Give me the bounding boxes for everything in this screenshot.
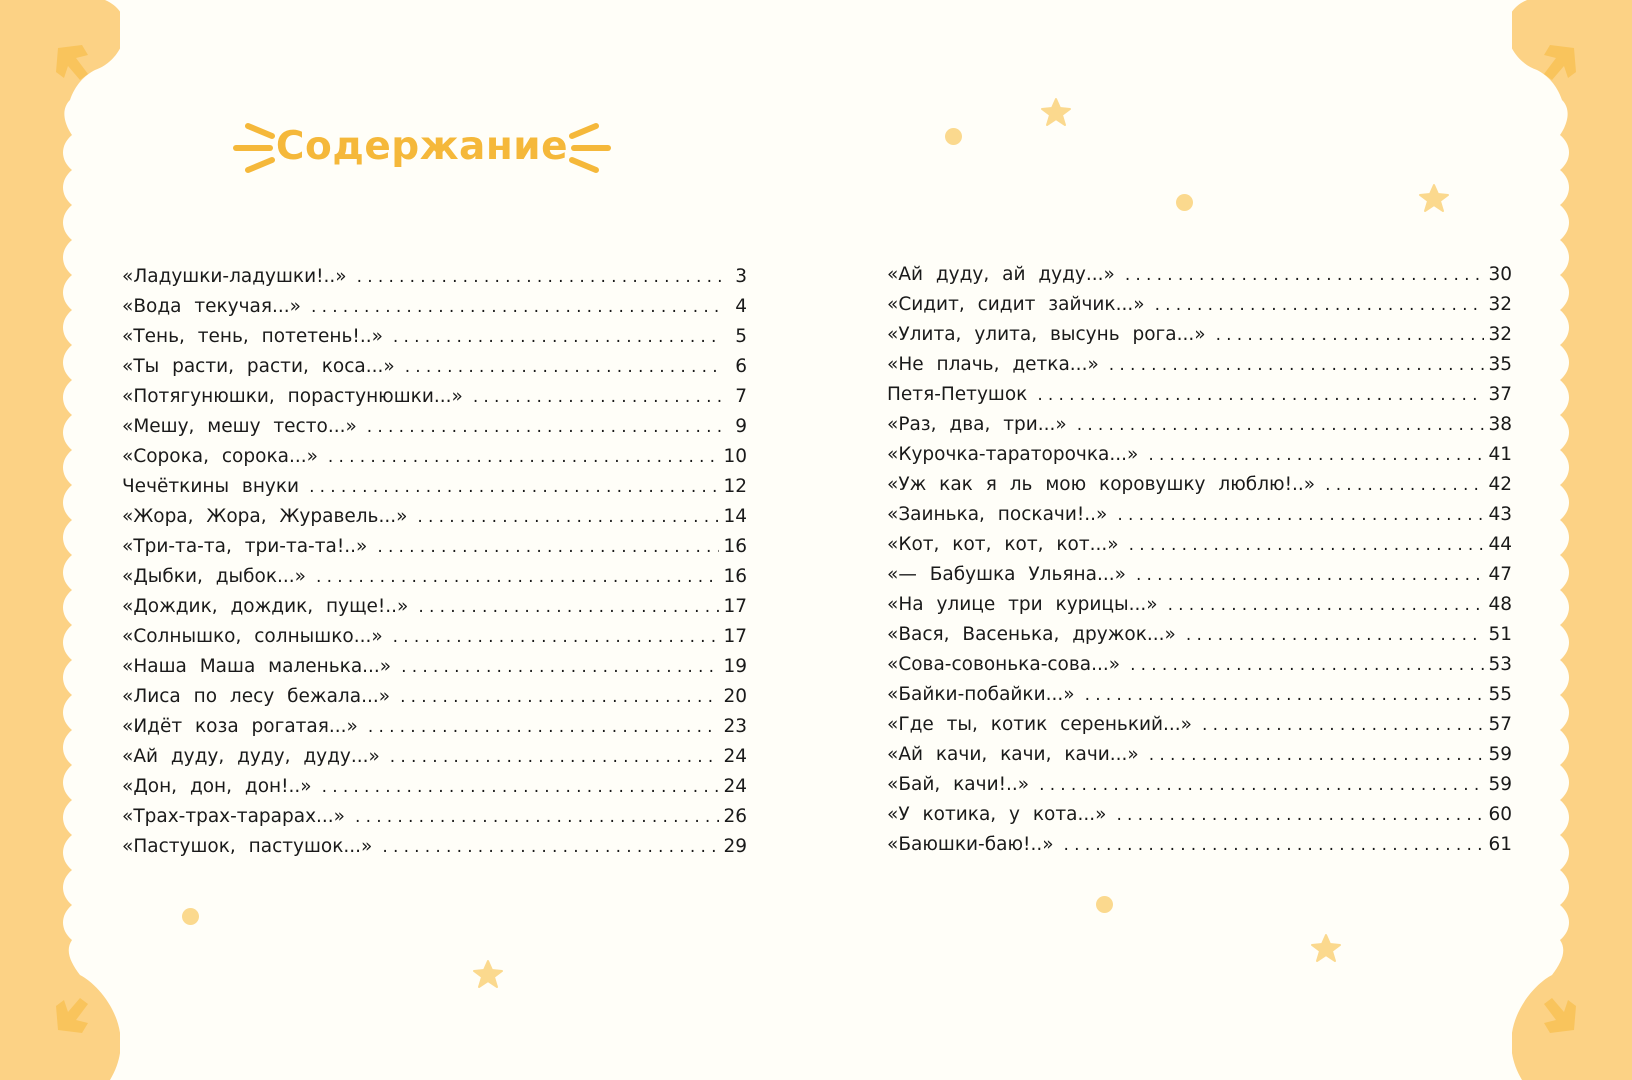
toc-entry[interactable] — [122, 262, 747, 292]
toc-leader-dots — [311, 292, 723, 322]
toc-entry[interactable] — [887, 560, 1512, 590]
toc-leader-dots — [1064, 830, 1485, 860]
toc-entry-title: «Пастушок, пастушок...» — [122, 836, 373, 857]
toc-leader-dots — [1202, 710, 1484, 740]
toc-leader-dots — [400, 682, 719, 712]
toc-entry-title: «Сорока, сорока...» — [122, 446, 318, 467]
toc-entry-title: «Бай, качи!..» — [887, 774, 1030, 795]
toc-entry-page: 12 — [723, 476, 747, 497]
toc-entry-title: «Баюшки-баю!..» — [887, 834, 1054, 855]
star-icon — [1310, 932, 1342, 964]
toc-leader-dots — [1148, 440, 1484, 470]
toc-entry[interactable] — [887, 800, 1512, 830]
toc-entry-page: 38 — [1488, 414, 1512, 435]
toc-entry[interactable] — [887, 650, 1512, 680]
toc-leader-dots — [1168, 590, 1485, 620]
toc-entry[interactable] — [122, 772, 747, 802]
toc-leader-dots — [405, 352, 723, 382]
toc-entry[interactable] — [887, 410, 1512, 440]
toc-entry-title: «Сидит, сидит зайчик...» — [887, 294, 1145, 315]
toc-entry-page: 19 — [723, 656, 747, 677]
toc-entry-title: «Ай качи, качи, качи...» — [887, 744, 1139, 765]
toc-leader-dots — [1325, 470, 1484, 500]
decor-dot — [1176, 194, 1193, 211]
toc-entry-title: «Трах-трах-тарарах...» — [122, 806, 345, 827]
toc-entry[interactable] — [887, 770, 1512, 800]
toc-entry-title: «Дождик, дождик, пуще!..» — [122, 596, 409, 617]
toc-entry[interactable] — [887, 320, 1512, 350]
toc-entry[interactable] — [887, 620, 1512, 650]
toc-entry-title: «Где ты, котик серенький...» — [887, 714, 1193, 735]
toc-leader-dots — [328, 442, 720, 472]
toc-entry-page: 16 — [723, 566, 747, 587]
toc-leader-dots — [316, 562, 719, 592]
toc-entry[interactable] — [122, 532, 747, 562]
toc-entry-title: «Лиса по лесу бежала...» — [122, 686, 391, 707]
toc-entry-page: 60 — [1488, 804, 1512, 825]
toc-entry-title: «Кот, кот, кот, кот...» — [887, 534, 1119, 555]
toc-entry-title: «Ладушки-ладушки!..» — [122, 266, 347, 287]
toc-entry[interactable] — [887, 590, 1512, 620]
toc-entry-page: 24 — [723, 746, 747, 767]
toc-entry[interactable] — [122, 502, 747, 532]
toc-entry-page: 35 — [1488, 354, 1512, 375]
toc-entry[interactable] — [122, 292, 747, 322]
toc-entry-page: 6 — [735, 356, 747, 377]
toc-leader-dots — [322, 772, 720, 802]
toc-entry-page: 42 — [1488, 474, 1512, 495]
toc-entry-page: 43 — [1488, 504, 1512, 525]
toc-entry-title: «Уж как я ль мою коровушку люблю!..» — [887, 474, 1316, 495]
toc-column-left — [122, 262, 747, 862]
toc-leader-dots — [1116, 800, 1484, 830]
toc-entry[interactable] — [887, 530, 1512, 560]
toc-entry-page: 30 — [1488, 264, 1512, 285]
toc-entry-title: «Дон, дон, дон!..» — [122, 776, 312, 797]
star-icon — [1040, 96, 1072, 128]
toc-leader-dots — [1109, 350, 1485, 380]
toc-leader-dots — [382, 832, 719, 862]
toc-leader-dots — [473, 382, 723, 412]
toc-entry[interactable] — [122, 442, 747, 472]
toc-entry-page: 7 — [735, 386, 747, 407]
toc-column-right — [887, 260, 1512, 860]
toc-entry-title: «Улита, улита, высунь рога...» — [887, 324, 1206, 345]
toc-leader-dots — [1129, 530, 1485, 560]
toc-entry[interactable] — [887, 260, 1512, 290]
toc-leader-dots — [309, 472, 719, 502]
toc-entry-page: 44 — [1488, 534, 1512, 555]
toc-leader-dots — [1136, 560, 1485, 590]
toc-leader-dots — [1039, 770, 1484, 800]
left-scalloped-border — [0, 0, 120, 1080]
toc-entry[interactable] — [887, 350, 1512, 380]
toc-entry[interactable] — [122, 412, 747, 442]
toc-entry[interactable] — [887, 710, 1512, 740]
toc-entry-title: «Солнышко, солнышко...» — [122, 626, 383, 647]
toc-entry-page: 29 — [723, 836, 747, 857]
toc-entry[interactable] — [887, 500, 1512, 530]
toc-entry-title: «— Бабушка Ульяна...» — [887, 564, 1126, 585]
toc-entry[interactable] — [122, 802, 747, 832]
toc-entry-title: «Байки-побайки...» — [887, 684, 1075, 705]
toc-entry-page: 32 — [1488, 324, 1512, 345]
toc-entry-page: 20 — [723, 686, 747, 707]
decor-dot — [182, 908, 199, 925]
toc-entry-title: «Жора, Жора, Журавель...» — [122, 506, 408, 527]
toc-entry-page: 9 — [735, 416, 747, 437]
toc-entry-title: «Не плачь, детка...» — [887, 354, 1099, 375]
toc-entry-page: 24 — [723, 776, 747, 797]
toc-entry[interactable] — [122, 382, 747, 412]
toc-leader-dots — [1077, 410, 1485, 440]
toc-entry-page: 51 — [1488, 624, 1512, 645]
toc-entry-title: «У котика, у кота...» — [887, 804, 1107, 825]
decor-dot — [1096, 896, 1113, 913]
toc-entry-page: 57 — [1488, 714, 1512, 735]
toc-entry-title: «Ай дуду, дуду, дуду...» — [122, 746, 380, 767]
toc-entry[interactable] — [887, 830, 1512, 860]
toc-entry-page: 26 — [723, 806, 747, 827]
toc-leader-dots — [367, 412, 723, 442]
toc-entry-page: 55 — [1488, 684, 1512, 705]
toc-leader-dots — [1216, 320, 1485, 350]
toc-entry[interactable] — [122, 472, 747, 502]
toc-entry[interactable] — [122, 562, 747, 592]
toc-entry-title: «Мешу, мешу тесто...» — [122, 416, 357, 437]
star-icon — [1418, 182, 1450, 214]
toc-entry-page: 16 — [723, 536, 747, 557]
toc-entry[interactable] — [122, 712, 747, 742]
toc-leader-dots — [393, 622, 720, 652]
toc-leader-dots — [390, 742, 720, 772]
toc-entry-title: Чечёткины внуки — [122, 476, 300, 497]
toc-entry[interactable] — [887, 680, 1512, 710]
toc-entry[interactable] — [122, 322, 747, 352]
toc-entry-page: 53 — [1488, 654, 1512, 675]
toc-entry-title: «Ты расти, расти, коса...» — [122, 356, 395, 377]
toc-leader-dots — [1125, 260, 1485, 290]
toc-entry-title: «Ай дуду, ай дуду...» — [887, 264, 1115, 285]
toc-entry[interactable] — [887, 380, 1512, 410]
toc-entry-page: 14 — [723, 506, 747, 527]
toc-entry[interactable] — [887, 740, 1512, 770]
toc-entry-page: 5 — [735, 326, 747, 347]
toc-entry[interactable] — [122, 832, 747, 862]
toc-entry-title: Петя-Петушок — [887, 384, 1028, 405]
page-title: Содержание — [275, 124, 569, 169]
toc-leader-dots — [1130, 650, 1484, 680]
toc-leader-dots — [1085, 680, 1485, 710]
toc-entry-page: 59 — [1488, 744, 1512, 765]
toc-leader-dots — [1186, 620, 1485, 650]
toc-leader-dots — [357, 262, 723, 292]
toc-entry-page: 61 — [1488, 834, 1512, 855]
toc-entry-title: «Потягунюшки, порастунюшки...» — [122, 386, 463, 407]
toc-leader-dots — [355, 802, 719, 832]
toc-leader-dots — [401, 652, 719, 682]
toc-entry-title: «Сова-совонька-сова...» — [887, 654, 1121, 675]
toc-entry-title: «Тень, тень, потетень!..» — [122, 326, 383, 347]
toc-entry[interactable] — [887, 440, 1512, 470]
toc-entry-page: 59 — [1488, 774, 1512, 795]
decor-dot — [945, 128, 962, 145]
toc-leader-dots — [377, 532, 719, 562]
toc-leader-dots — [1149, 740, 1485, 770]
toc-entry-title: «Три-та-та, три-та-та!..» — [122, 536, 368, 557]
toc-entry-page: 23 — [723, 716, 747, 737]
toc-entry[interactable] — [122, 622, 747, 652]
toc-entry[interactable] — [887, 470, 1512, 500]
toc-entry-title: «Раз, два, три...» — [887, 414, 1067, 435]
toc-entry-page: 4 — [735, 296, 747, 317]
toc-entry[interactable] — [122, 742, 747, 772]
toc-entry[interactable] — [122, 352, 747, 382]
toc-entry-title: «Наша Маша маленька...» — [122, 656, 392, 677]
star-icon — [472, 958, 504, 990]
toc-entry-page: 17 — [723, 596, 747, 617]
toc-entry[interactable] — [122, 652, 747, 682]
page-title-block — [232, 110, 612, 186]
toc-entry-title: «Дыбки, дыбок...» — [122, 566, 307, 587]
toc-leader-dots — [418, 592, 719, 622]
toc-leader-dots — [368, 712, 720, 742]
toc-entry-title: «Курочка-тараторочка...» — [887, 444, 1139, 465]
toc-leader-dots — [417, 502, 719, 532]
toc-entry-title: «Идёт коза рогатая...» — [122, 716, 358, 737]
toc-entry-title: «На улице три курицы...» — [887, 594, 1158, 615]
toc-leader-dots — [1155, 290, 1485, 320]
toc-entry-page: 48 — [1488, 594, 1512, 615]
toc-entry[interactable] — [122, 682, 747, 712]
toc-entry-page: 41 — [1488, 444, 1512, 465]
toc-entry-page: 17 — [723, 626, 747, 647]
toc-entry[interactable] — [887, 290, 1512, 320]
toc-entry-title: «Заинька, поскачи!..» — [887, 504, 1108, 525]
toc-entry-title: «Вода текучая...» — [122, 296, 301, 317]
toc-entry-page: 37 — [1488, 384, 1512, 405]
toc-entry-page: 10 — [723, 446, 747, 467]
toc-entry-page: 32 — [1488, 294, 1512, 315]
right-scalloped-border — [1512, 0, 1632, 1080]
toc-entry-title: «Вася, Васенька, дружок...» — [887, 624, 1176, 645]
toc-entry[interactable] — [122, 592, 747, 622]
toc-leader-dots — [1037, 380, 1484, 410]
toc-entry-page: 3 — [735, 266, 747, 287]
toc-leader-dots — [393, 322, 723, 352]
toc-leader-dots — [1117, 500, 1484, 530]
toc-entry-page: 47 — [1488, 564, 1512, 585]
